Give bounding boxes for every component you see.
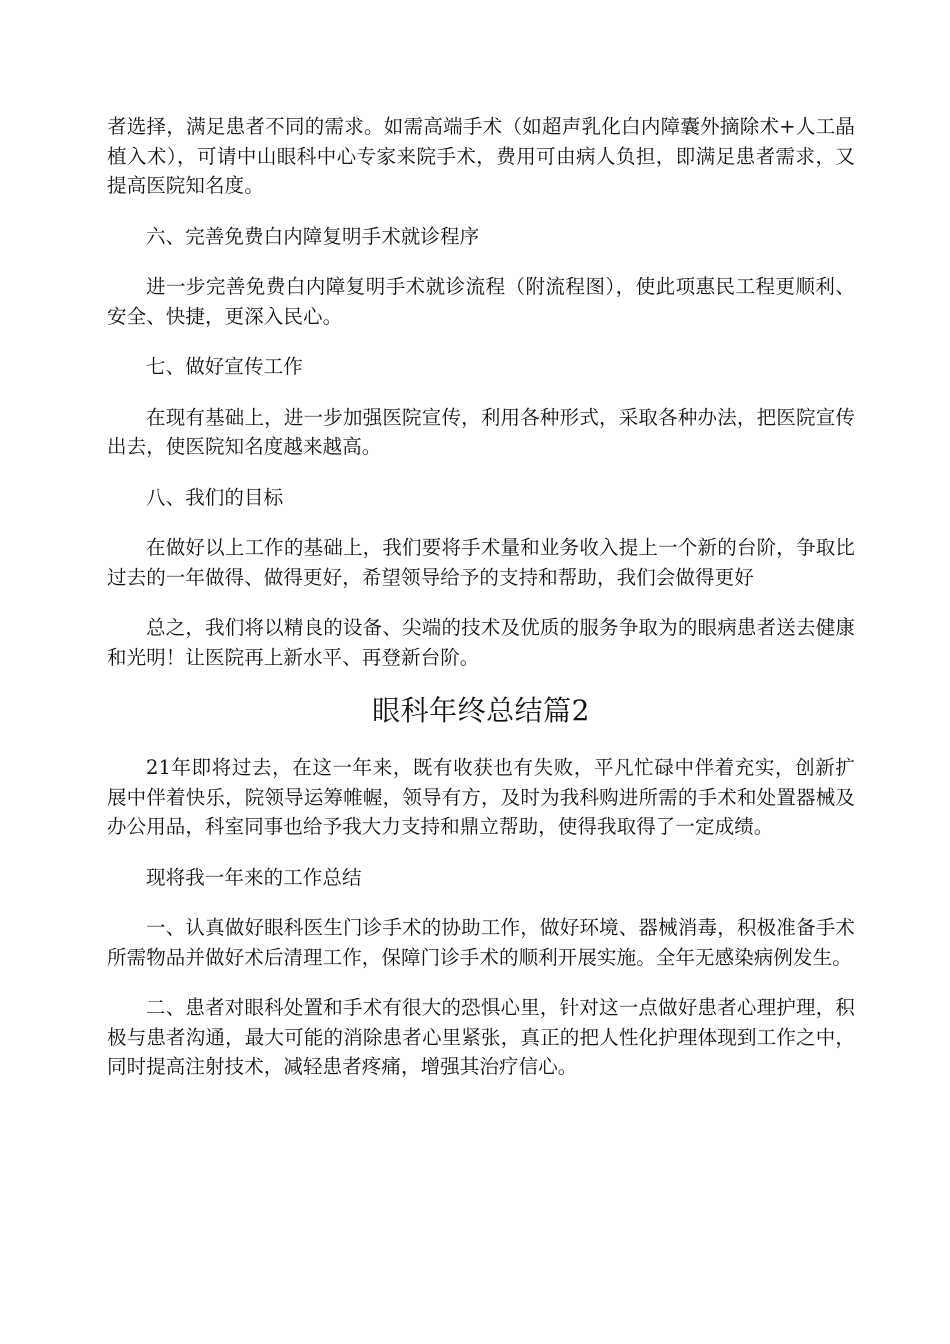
paragraph-conclusion: 总之，我们将以精良的设备、尖端的技术及优质的服务争取为的眼病患者送去健康和光明！让医院再上新水平、再登新台阶。 [107, 616, 855, 669]
heading-section-seven: 七、做好宣传工作 [146, 355, 303, 378]
document-body [107, 112, 855, 1103]
paragraph-intro: 21年即将过去，在这一年来，既有收获也有失败，平凡忙碌中伴着充实，创新扩展中伴着快乐，院领导运筹帷幄，领导有方，及时为我科购进所需的手术和处置器械及办公用品，科室同事也给予我大力支持和鼎立帮助，使得我取得了一定成绩。 [107, 756, 855, 838]
paragraph: 在现有基础上，进一步加强医院宣传，利用各种形式，采取各种办法，把医院宣传出去，使医院知名度越来越高。 [107, 405, 855, 458]
paragraph-item-one: 一、认真做好眼科医生门诊手术的协助工作，做好环境、器械消毒，积极准备手术所需物品并做好术后清理工作，保障门诊手术的顺利开展实施。全年无感染病例发生。 [107, 916, 855, 969]
heading-section-six: 六、完善免费白内障复明手术就诊程序 [146, 224, 480, 248]
heading-section-eight: 八、我们的目标 [146, 485, 284, 509]
paragraph: 现将我一年来的工作总结 [146, 865, 362, 889]
paragraph: 进一步完善免费白内障复明手术就诊流程（附流程图），使此项惠民工程更顺利、安全、快捷，更深入民心。 [107, 275, 855, 328]
paragraph-continued: 者选择，满足患者不同的需求。如需高端手术（如超声乳化白内障囊外摘除术+人工晶植入术），可请中山眼科中心专家来院手术，费用可由病人负担，即满足患者需求，又提高医院知名度。 [107, 115, 855, 197]
paragraph-item-two: 二、患者对眼科处置和手术有很大的恐惧心里，针对这一点做好患者心理护理，积极与患者沟通，最大可能的消除患者心里紧张，真正的把人性化护理体现到工作之中，同时提高注射技术，减轻患者疼痛，增强其治疗信心。 [107, 996, 855, 1078]
section-title: 眼科年终总结篇2 [372, 694, 590, 727]
paragraph: 在做好以上工作的基础上，我们要将手术量和业务收入提上一个新的台阶，争取比过去的一年做得、做得更好，希望领导给予的支持和帮助，我们会做得更好 [107, 536, 855, 589]
